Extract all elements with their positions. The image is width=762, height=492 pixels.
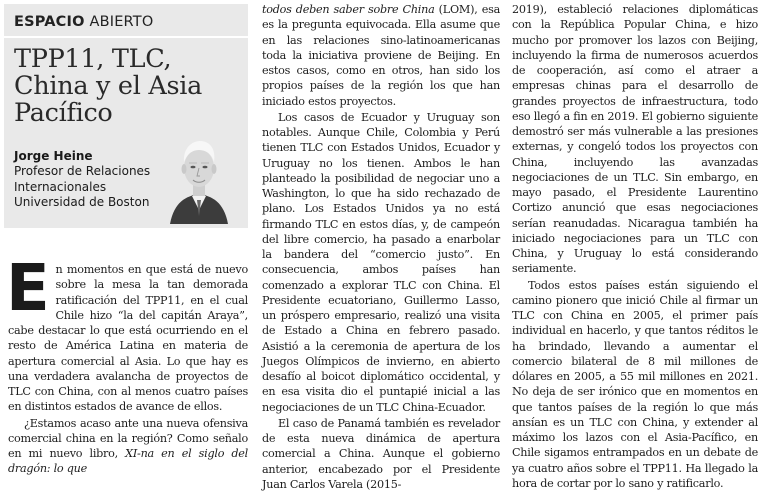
article-column-2 — [262, 2, 500, 492]
column-2-paragraph-1-text: (LOM), esa es la pregunta equivocada. Ella asume que en las relaciones sino-latinoamericanas toda la iniciativa proviene de Beijing. En estos casos, como en otros, han sido los propios países de la región los que han iniciado estos proyectos. — [262, 3, 500, 108]
author-name: Jorge Heine — [14, 149, 93, 163]
author-role: Profesor de Relaciones Internacionales Universidad de Boston — [14, 164, 151, 209]
column-2-paragraph-3: El caso de Panamá también es revelador de esta nueva dinámica de apertura comercial a China. Aunque el gobierno anterior, encabezado por el Presidente Juan Carlos Varela (2015- — [262, 416, 500, 491]
author-portrait — [168, 132, 230, 224]
book-title: XI-na en el siglo del dragón: lo que — [8, 447, 248, 476]
column-3-paragraph-1: 2019), estableció relaciones diplomáticas con la República Popular China, e hizo mucho por promover los lazos con Beijing, incluyendo la firma de numerosos acuerdos de cooperación, así como el atraer a empresas chinas para el desarrollo de grandes proyectos de infraestructura, todo eso llegó a fin en 2019. El gobierno siguiente demostró ser más vulnerable a las presiones externas, y congeló todos los proyectos con China, incluyendo las avanzadas negociaciones de un TLC. Sin embargo, en mayo pasado, el Presidente Laurentino Cortizo anunció que esas negociaciones serían reanudadas. Nicaragua también ha iniciado negociaciones para un TLC con China, y Uruguay lo está considerando seriamente. — [512, 3, 758, 276]
section-divider — [4, 36, 248, 38]
book-title-continued: todos deben saber sobre China — [262, 3, 435, 16]
column-1-paragraph-2-text: ¿Estamos acaso ante una nueva ofensiva comercial china en la región? Como señalo en mi nuevo libro, — [8, 416, 248, 460]
drop-cap: E — [6, 252, 50, 326]
column-1-paragraph-1: n momentos en que está de nuevo sobre la mesa la tan demorada ratificación del TPP11, en el cual Chile hizo “la del capitán Araya”, cabe destacar lo que está ocurriendo en el resto de América Latina en materia de apertura comercial al Asia. Lo que hay es una verdadera avalancha de proyectos de TLC con China, con al menos cuatro países en distintos estados de avance de ellos. — [8, 263, 248, 414]
article-column-3 — [512, 2, 758, 491]
column-3-paragraph-2: Todos estos países están siguiendo el camino pionero que inició Chile al firmar un TLC con China en 2005, el primer país individual en hacerlo, y que tantos réditos le ha brindado, llevando a aumentar el comercio bilateral de 8 mil millones de dólares en 2005, a 55 mil millones en 2021. No deja de ser irónico que en momentos en que tantos países de la región lo que más ansían es un TLC con China, y extender al máximo los lazos con el Asia-Pacífico, en Chile sigamos entrampados en un debate de ya cuatro años sobre el TPP11. Ha llegado la hora de cortar por lo sano y ratificarlo. — [512, 278, 758, 490]
article-column-1 — [6, 252, 248, 477]
section-tag-light: ABIERTO — [89, 14, 154, 30]
section-tag-bold: ESPACIO — [14, 14, 85, 30]
column-2-paragraph-2: Los casos de Ecuador y Uruguay son notables. Aunque Chile, Colombia y Perú tienen TLC con Estados Unidos, Ecuador y Uruguay no los tienen. Ambos le han planteado la posibilidad de negociar uno a Washington, lo que ha sido rechazado de plano. Los Estados Unidos ya no está firmando TLC en estos días, y, de campeón del libre comercio, ha pasado a enarbolar la bandera del “comercio justo”. En consecuencia, ambos países han comenzado a explorar TLC con China. El Presidente ecuatoriano, Guillermo Lasso, un próspero empresario, realizó una visita de Estado a China en febrero pasado. Asistió a la ceremonia de apertura de los Juegos Olímpicos de invierno, en abierto desafío al boicot diplomático occidental, y en esa visita dio el puntapié inicial a las negociaciones de un TLC China-Ecuador. — [262, 110, 500, 414]
section-tag — [14, 14, 153, 30]
article-title: TPP11, TLC, China y el Asia Pacífico — [14, 44, 203, 128]
column-2-paragraph-1 — [262, 2, 500, 109]
column-1-paragraph-2 — [8, 416, 248, 477]
